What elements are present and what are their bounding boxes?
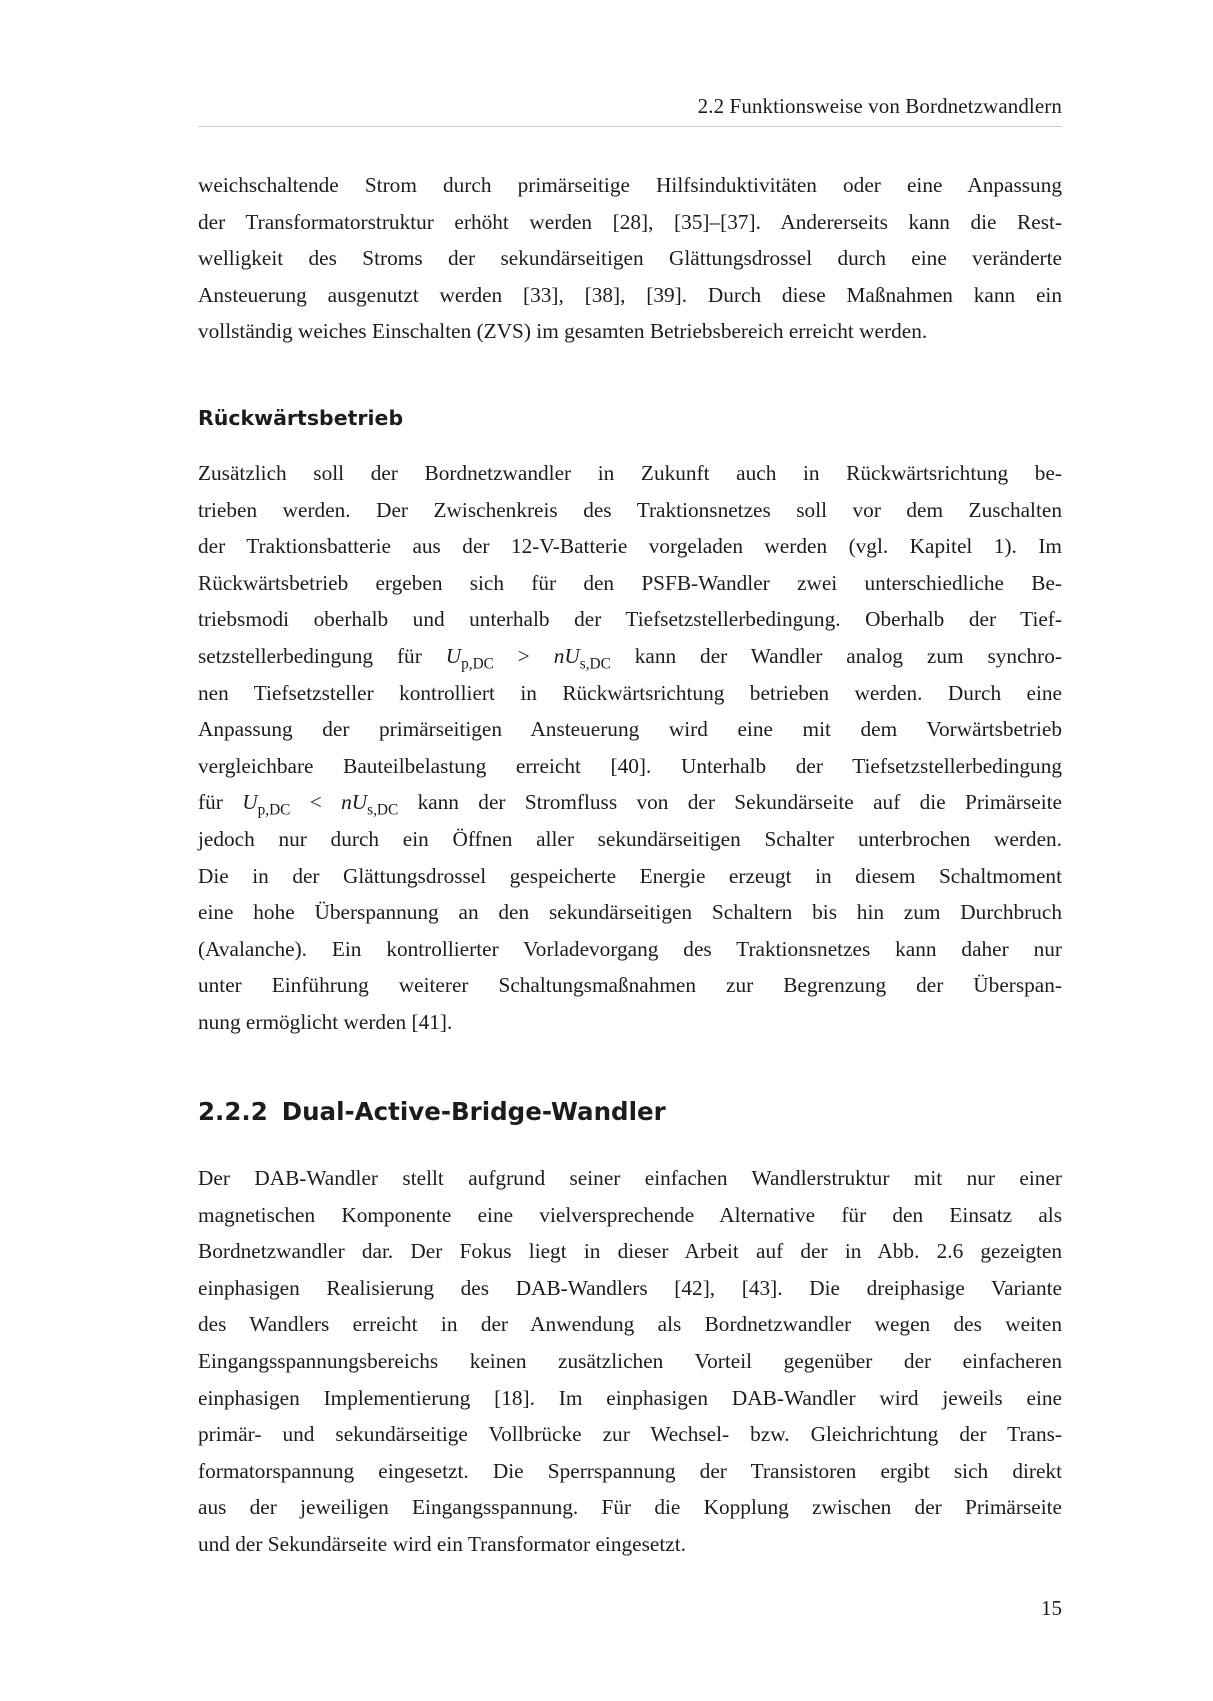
text-line: jedoch nur durch ein Öffnen aller sekundärseitigen Schalter unterbrochen werden.: [198, 826, 1062, 851]
text-line: einphasigen Implementierung [18]. Im einphasigen DAB-Wandler wird jeweils eine: [198, 1385, 1062, 1410]
text-line: trieben werden. Der Zwischenkreis des Traktionsnetzes soll vor dem Zuschalten: [198, 497, 1062, 522]
text-line: und der Sekundärseite wird ein Transformator eingesetzt.: [198, 1531, 686, 1556]
text-line: (Avalanche). Ein kontrollierter Vorladevorgang des Traktionsnetzes kann daher nur: [198, 936, 1062, 961]
text-line: aus der jeweiligen Eingangsspannung. Für die Kopplung zwischen der Primärseite: [198, 1495, 1062, 1520]
running-header: 2.2 Funktionsweise von Bordnetzwandlern: [697, 94, 1062, 118]
text-line: nen Tiefsetzsteller kontrolliert in Rückwärtsrichtung betrieben werden. Durch eine: [198, 680, 1062, 705]
text-line: eine hohe Überspannung an den sekundärseitigen Schaltern bis hin zum Durchbruch: [198, 900, 1062, 925]
text-line: Der DAB-Wandler stellt aufgrund seiner einfachen Wandlerstruktur mit nur einer: [198, 1166, 1062, 1190]
header-rule: [198, 126, 1062, 127]
text-segment: setzstellerbedingung für: [198, 643, 422, 668]
text-line: weichschaltende Strom durch primärseitige Hilfsinduktivitäten oder eine Anpassung: [198, 173, 1062, 197]
inline-formula-buck-condition-below: $U_{p,DC} < nU_{s,DC}$: [242, 790, 399, 819]
text-line: nung ermöglicht werden [41].: [198, 1009, 453, 1034]
text-line: magnetischen Komponente eine vielversprechende Alternative für den Einsatz als: [198, 1202, 1062, 1227]
text-segment: kann der Wandler analog zum synchro-: [634, 643, 1063, 668]
page-number: 15: [1041, 1596, 1062, 1620]
text-line: Bordnetzwandler dar. Der Fokus liegt in dieser Arbeit auf der in Abb. 2.6 gezeigten: [198, 1239, 1062, 1264]
text-segment: für: [198, 790, 223, 815]
text-line: vollständig weiches Einschalten (ZVS) im gesamten Betriebsbereich erreicht werden.: [198, 319, 928, 344]
inline-formula-buck-condition-above: $U_{p,DC} > nU_{s,DC}$: [445, 643, 611, 673]
subsection-title: Rückwärtsbetrieb: [198, 406, 404, 430]
section-title: Dual-Active-Bridge-Wandler: [281, 1097, 666, 1126]
paragraph-reverse-operation: [198, 455, 1062, 1041]
paragraph-dab-converter: [198, 1160, 1062, 1563]
paragraph-zvs-measures: [198, 167, 1062, 350]
text-line: der Traktionsbatterie aus der 12-V-Batterie vorgeladen werden (vgl. Kapitel 1). Im: [198, 534, 1062, 559]
text-line: welligkeit des Stroms der sekundärseitigen Glättungsdrossel durch eine veränderte: [198, 246, 1062, 271]
text-line: einphasigen Realisierung des DAB-Wandlers [42], [43]. Die dreiphasige Variante: [198, 1275, 1062, 1300]
text-line: triebsmodi oberhalb und unterhalb der Tiefsetzstellerbedingung. Oberhalb der Tief-: [198, 607, 1062, 632]
section-heading: [198, 1096, 666, 1128]
text-line: Eingangsspannungsbereichs keinen zusätzlichen Vorteil gegenüber der einfacheren: [198, 1348, 1062, 1373]
text-segment: kann der Stromfluss von der Sekundärseite auf die Primärseite: [417, 790, 1062, 815]
text-line: Zusätzlich soll der Bordnetzwandler in Zukunft auch in Rückwärtsrichtung be-: [198, 461, 1062, 485]
text-line: der Transformatorstruktur erhöht werden [28], [35]–[37]. Andererseits kann die Rest-: [198, 209, 1062, 234]
text-line: Die in der Glättungsdrossel gespeicherte Energie erzeugt in diesem Schaltmoment: [198, 863, 1062, 888]
text-line-with-formula: [198, 784, 1062, 821]
text-line-with-formula: [198, 638, 1062, 675]
text-line: des Wandlers erreicht in der Anwendung als Bordnetzwandler wegen des weiten: [198, 1312, 1062, 1337]
text-line: Ansteuerung ausgenutzt werden [33], [38], [39]. Durch diese Maßnahmen kann ein: [198, 282, 1062, 307]
text-line: vergleichbare Bauteilbelastung erreicht [40]. Unterhalb der Tiefsetzstellerbedingung: [198, 753, 1062, 778]
text-line: Rückwärtsbetrieb ergeben sich für den PSFB-Wandler zwei unterschiedliche Be-: [198, 570, 1062, 595]
text-line: primär- und sekundärseitige Vollbrücke zur Wechsel- bzw. Gleichrichtung der Trans-: [198, 1422, 1062, 1447]
text-line: Anpassung der primärseitigen Ansteuerung wird eine mit dem Vorwärtsbetrieb: [198, 717, 1062, 742]
section-number: 2.2.2: [198, 1097, 268, 1126]
text-line: unter Einführung weiterer Schaltungsmaßnahmen zur Begrenzung der Überspan-: [198, 973, 1062, 998]
text-line: formatorspannung eingesetzt. Die Sperrspannung der Transistoren ergibt sich direkt: [198, 1458, 1062, 1483]
